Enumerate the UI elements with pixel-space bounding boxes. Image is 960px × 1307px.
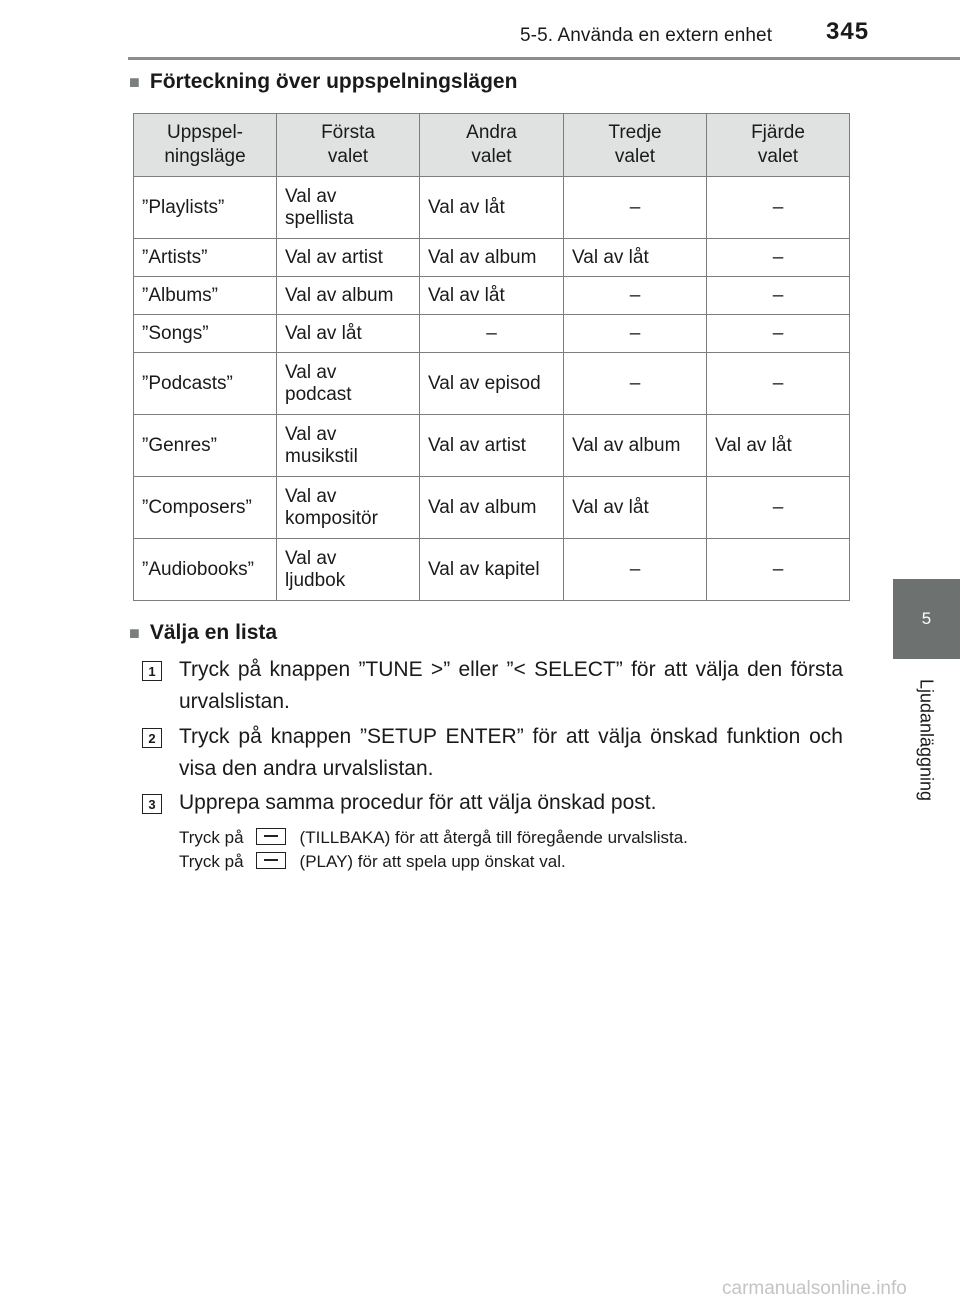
step-number-badge: 3 xyxy=(142,794,162,814)
header-cell: Fjärde valet xyxy=(707,114,850,177)
note-suffix: (TILLBAKA) för att återgå till föregående urvalslista. xyxy=(299,828,688,847)
chapter-number: 5 xyxy=(921,609,932,628)
table-cell: – xyxy=(707,177,850,239)
table-body xyxy=(134,177,850,601)
table-cell: – xyxy=(564,539,707,601)
table-row xyxy=(134,539,850,601)
table-cell: – xyxy=(420,315,564,353)
table-cell: – xyxy=(564,177,707,239)
table-row xyxy=(134,239,850,277)
play-button-icon xyxy=(256,852,286,869)
step-text: Tryck på knappen ”TUNE >” eller ”< SELECT” för att välja den första urvalslistan. xyxy=(179,658,843,713)
subsection-heading xyxy=(129,621,277,645)
table-cell: ”Artists” xyxy=(134,239,277,277)
back-button-icon xyxy=(256,828,286,845)
table-cell: ”Playlists” xyxy=(134,177,277,239)
subsection-heading-text: Välja en lista xyxy=(149,621,278,644)
table-cell: Val av kompositör xyxy=(277,477,420,539)
table-cell: – xyxy=(707,239,850,277)
running-header-section: 5-5. Använda en extern enhet xyxy=(520,25,773,46)
table-cell: Val av låt xyxy=(564,239,707,277)
header-cell: Tredje valet xyxy=(564,114,707,177)
table-cell: – xyxy=(707,477,850,539)
table-cell: Val av låt xyxy=(277,315,420,353)
table-cell: ”Podcasts” xyxy=(134,353,277,415)
step-number-badge: 2 xyxy=(142,728,162,748)
table-row xyxy=(134,277,850,315)
step-text: Tryck på knappen ”SETUP ENTER” för att välja önskad funktion och visa den andra urvalslistan. xyxy=(179,725,843,780)
chapter-tab xyxy=(893,579,960,659)
table-cell: Val av album xyxy=(277,277,420,315)
chapter-label: Ljudanläggning xyxy=(916,678,937,802)
table-cell: ”Audiobooks” xyxy=(134,539,277,601)
table-row xyxy=(134,177,850,239)
table-cell: – xyxy=(564,277,707,315)
table-cell: ”Albums” xyxy=(134,277,277,315)
table-cell: – xyxy=(707,539,850,601)
table-cell: Val av episod xyxy=(420,353,564,415)
table-row xyxy=(134,315,850,353)
table-cell: Val av artist xyxy=(277,239,420,277)
table-cell: Val av ljudbok xyxy=(277,539,420,601)
table-cell: ”Composers” xyxy=(134,477,277,539)
header-cell: Andra valet xyxy=(420,114,564,177)
table-cell: – xyxy=(564,353,707,415)
note-prefix: Tryck på xyxy=(179,852,244,871)
table-cell: Val av spellista xyxy=(277,177,420,239)
table-row xyxy=(134,353,850,415)
table-cell: Val av album xyxy=(564,415,707,477)
note-line xyxy=(179,827,688,849)
table-row xyxy=(134,415,850,477)
table-cell: – xyxy=(707,353,850,415)
table-cell: ”Songs” xyxy=(134,315,277,353)
table-cell: Val av album xyxy=(420,477,564,539)
note-prefix: Tryck på xyxy=(179,828,244,847)
table-cell: – xyxy=(564,315,707,353)
step-number-badge: 1 xyxy=(142,661,162,681)
header-cell: Uppspel- ningsläge xyxy=(134,114,277,177)
header-cell: Första valet xyxy=(277,114,420,177)
note-line xyxy=(179,851,566,873)
table-cell: Val av låt xyxy=(420,277,564,315)
square-bullet-icon: ■ xyxy=(129,623,140,643)
note-suffix: (PLAY) för att spela upp önskat val. xyxy=(299,852,566,871)
page-number: 345 xyxy=(826,18,870,45)
table-cell: – xyxy=(707,315,850,353)
table-row xyxy=(134,477,850,539)
step-text: Upprepa samma procedur för att välja önskad post. xyxy=(179,791,657,814)
table-cell: Val av musikstil xyxy=(277,415,420,477)
watermark: carmanualsonline.info xyxy=(722,1278,907,1299)
table-cell: Val av kapitel xyxy=(420,539,564,601)
table-cell: Val av artist xyxy=(420,415,564,477)
table-cell: Val av låt xyxy=(420,177,564,239)
table-header-row xyxy=(134,114,850,177)
table-cell: Val av album xyxy=(420,239,564,277)
table-cell: Val av låt xyxy=(707,415,850,477)
header-divider xyxy=(128,57,960,60)
table-cell: ”Genres” xyxy=(134,415,277,477)
section-heading xyxy=(129,70,517,94)
table-cell: Val av låt xyxy=(564,477,707,539)
square-bullet-icon: ■ xyxy=(129,72,140,92)
section-heading-text: Förteckning över uppspelningslägen xyxy=(149,70,518,93)
playback-modes-table xyxy=(133,113,850,601)
table-cell: – xyxy=(707,277,850,315)
table-cell: Val av podcast xyxy=(277,353,420,415)
